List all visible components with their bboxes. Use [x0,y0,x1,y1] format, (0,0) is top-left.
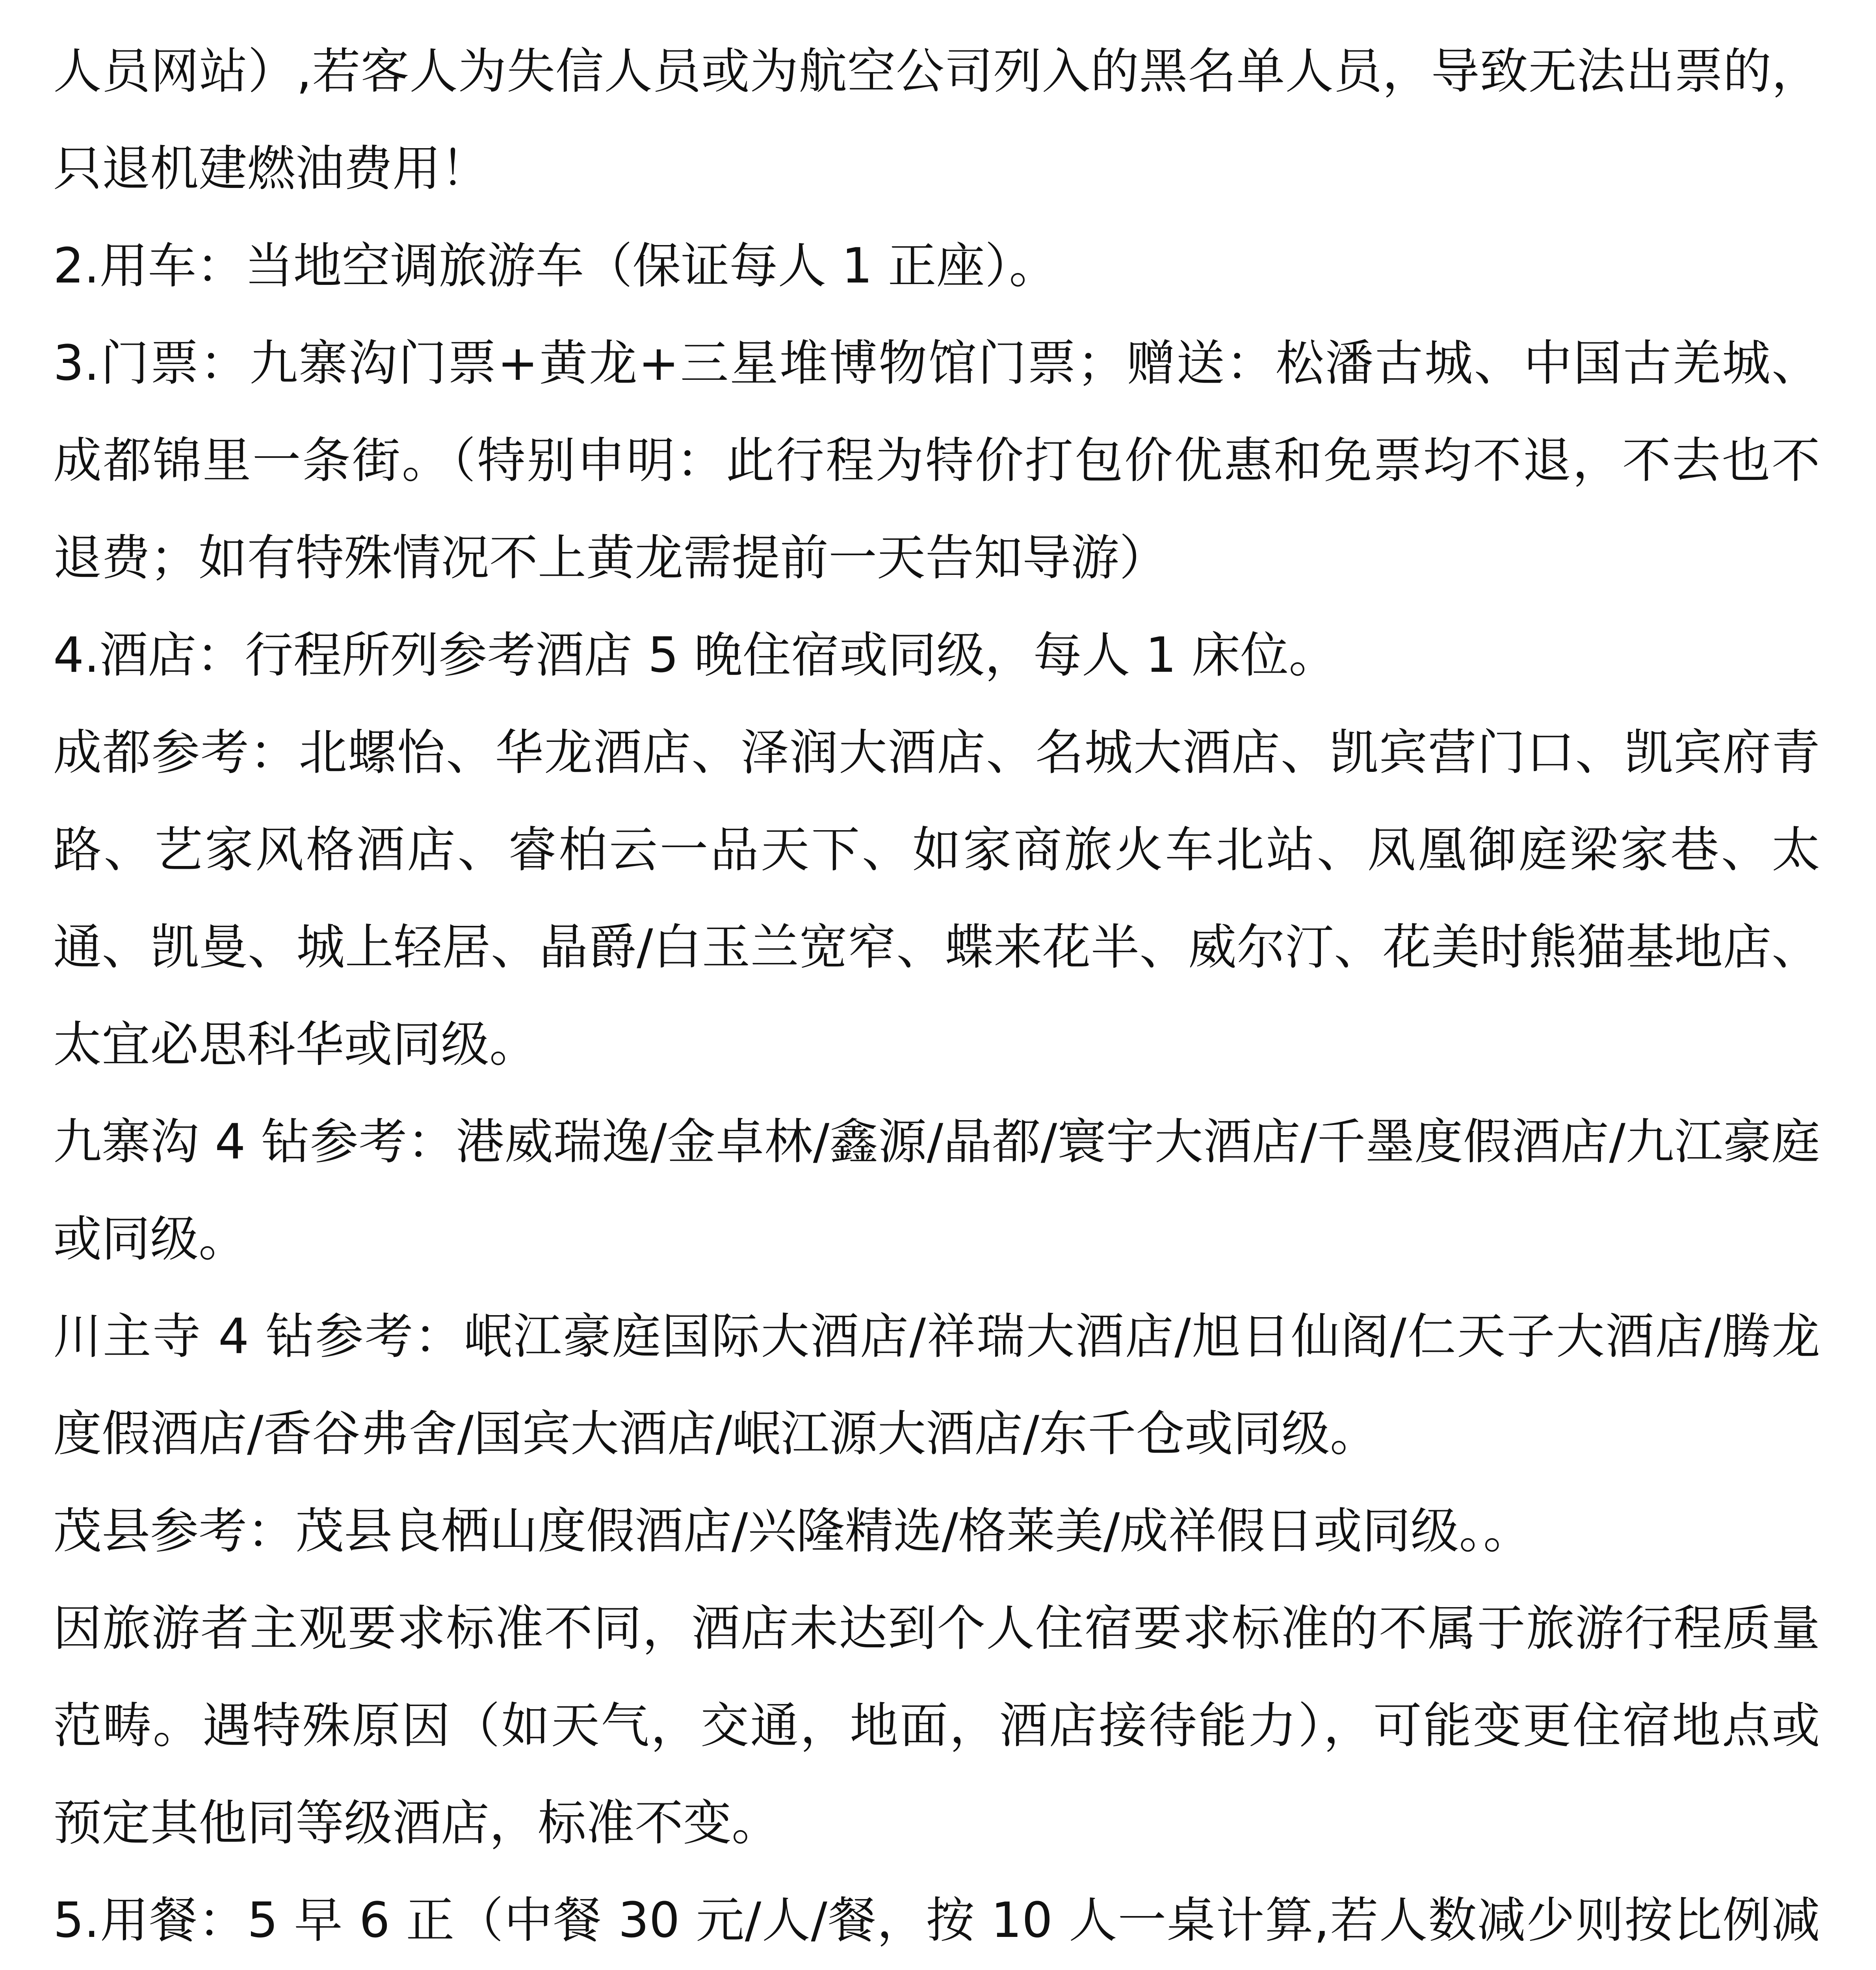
paragraph-tickets: 3.门票：九寨沟门票+黄龙+三星堆博物馆门票；赠送：松潘古城、中国古羌城、成都锦里一条街。（特别申明：此行程为特价打包价优惠和免票均不退，不去也不退费；如有特殊情况不上黄龙需提前一天告知导游） [53,335,1820,586]
paragraph-hotel-standard: 因旅游者主观要求标准不同，酒店未达到个人住宿要求标准的不属于旅游行程质量范畴。遇特殊原因（如天气，交通，地面，酒店接待能力），可能变更住宿地点或预定其他同等级酒店，标准不变。 [53,1600,1820,1851]
document-body [53,23,1820,1970]
paragraph-hotel-chuanzhusi: 川主寺 4 钻参考：岷江豪庭国际大酒店/祥瑞大酒店/旭日仙阁/仁天子大酒店/腾龙度假酒店/香谷弗舍/国宾大酒店/岷江源大酒店/东千仓或同级。 [53,1308,1820,1462]
paragraph-hotel-jiuzhaigou: 九寨沟 4 钻参考：港威瑞逸/金卓林/鑫源/晶都/寰宇大酒店/千墨度假酒店/九江豪庭或同级。 [53,1114,1820,1267]
paragraph-ticket-refund: 人员网站）,若客人为失信人员或为航空公司列入的黑名单人员，导致无法出票的，只退机建燃油费用！ [53,43,1820,197]
paragraph-hotel-maoxian: 茂县参考：茂县良栖山度假酒店/兴隆精选/格莱美/成祥假日或同级。。 [53,1503,1532,1559]
paragraph-hotel-chengdu: 成都参考：北螺怡、华龙酒店、泽润大酒店、名城大酒店、凯宾营门口、凯宾府青路、艺家风格酒店、睿柏云一品天下、如家商旅火车北站、凤凰御庭梁家巷、太通、凯曼、城上轻居、晶爵/白玉兰宽窄、蝶来花半、威尔汀、花美时熊猫基地店、太宜必思科华或同级。 [53,725,1820,1073]
paragraph-hotel: 4.酒店：行程所列参考酒店 5 晚住宿或同级，每人 1 床位。 [53,627,1337,684]
paragraph-meals: 5.用餐：5 早 6 正（中餐 30 元/人/餐，按 10 人一桌计算,若人数减少则按比例减 [53,1892,1820,1949]
paragraph-vehicle: 2.用车：当地空调旅游车（保证每人 1 正座）。 [53,238,1058,294]
